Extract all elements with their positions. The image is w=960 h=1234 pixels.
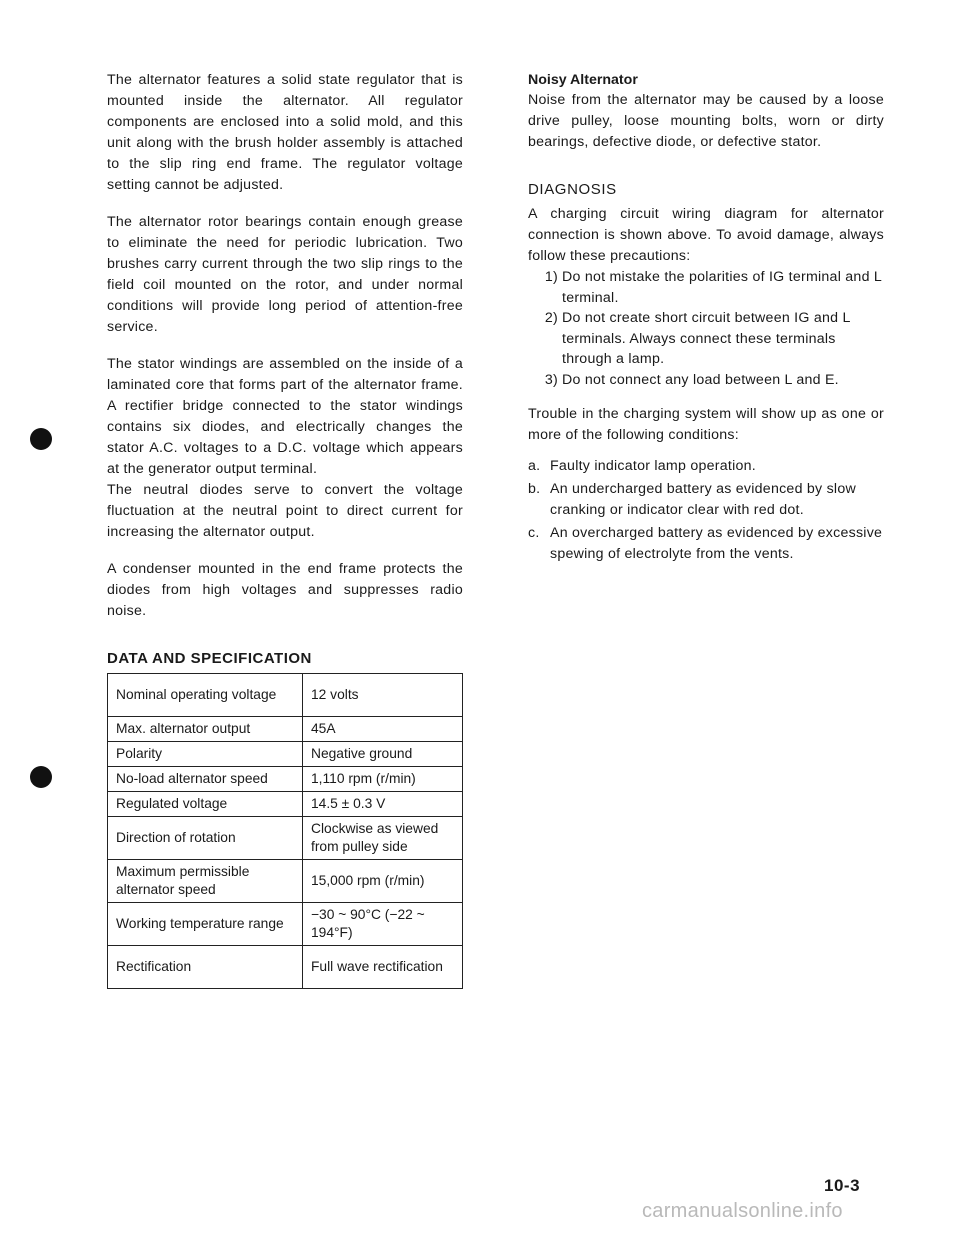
precaution-number: 3) [544,371,558,388]
spec-label: Max. alternator output [108,717,303,742]
binder-hole-upper [30,428,52,450]
precaution-text: Do not create short circuit between IG and L terminals. Always connect these terminals through a lamp. [562,310,851,367]
spec-label: Regulated voltage [108,792,303,817]
condition-text: Faulty indicator lamp operation. [550,458,756,474]
spec-value: −30 ~ 90°C (−22 ~ 194°F) [303,903,463,946]
spec-value: Clockwise as viewed from pulley side [303,817,463,860]
paragraph-regulator: The alternator features a solid state regulator that is mounted inside the alternator. All regulator components are enclosed into a solid mold, and this unit along with the brush holder assembly is attached to the slip ring end frame. The regulator voltage setting cannot be adjusted. [107,72,463,193]
paragraph-condenser: A condenser mounted in the end frame protects the diodes from high voltages and suppresses radio noise. [107,561,463,619]
condition-letter: c. [528,524,540,541]
condition-text: An overcharged battery as evidenced by excessive spewing of electrolyte from the vents. [550,524,883,562]
noisy-alternator-heading: Noisy Alternator [528,72,638,88]
list-item [528,479,884,522]
spec-heading: DATA AND SPECIFICATION [107,650,312,667]
table-row [108,742,463,767]
spec-value: Negative ground [303,742,463,767]
table-row [108,792,463,817]
conditions-list [528,456,884,566]
list-item [528,267,884,308]
table-row [108,717,463,742]
binder-hole-lower [30,766,52,788]
precaution-text: Do not mistake the polarities of IG terminal and L terminal. [562,269,882,306]
trouble-intro: Trouble in the charging system will show up as one or more of the following conditions: [528,406,884,443]
spec-label: Maximum permissible alternator speed [108,860,303,903]
list-item [528,308,884,370]
diagnosis-intro: A charging circuit wiring diagram for alternator connection is shown above. To avoid damage, always follow these precautions: [528,206,884,264]
list-item [528,523,884,566]
paragraph-neutral-diodes: The neutral diodes serve to convert the voltage fluctuation at the neutral point to direct current for increasing the alternator output. [107,482,463,540]
spec-label: Polarity [108,742,303,767]
table-row [108,817,463,860]
left-column [107,70,463,989]
list-item [528,456,884,478]
page-number: 10-3 [824,1176,861,1195]
spec-label: No-load alternator speed [108,767,303,792]
noisy-alternator-text: Noise from the alternator may be caused by a loose drive pulley, loose mounting bolts, worn or dirty bearings, defective diode, or defective stator. [528,92,884,150]
spec-label: Working temperature range [108,903,303,946]
spec-table [107,673,463,989]
spec-value: 45A [303,717,463,742]
list-item [528,370,884,391]
spec-label: Nominal operating voltage [108,674,303,717]
diagnosis-heading: DIAGNOSIS [528,181,617,198]
precautions-list [528,267,884,390]
right-column [528,70,884,567]
precaution-number: 2) [544,310,558,326]
precaution-number: 1) [544,269,558,285]
condition-letter: a. [528,458,541,474]
paragraph-stator: The stator windings are assembled on the inside of a laminated core that forms part of the alternator frame. A rectifier bridge connected to the stator windings contains six diodes, and electrically changes the stator A.C. voltages to a D.C. voltage which appears at the generator output terminal. [107,356,463,477]
spec-label: Direction of rotation [108,817,303,860]
table-row [108,767,463,792]
spec-value: 1,110 rpm (r/min) [303,767,463,792]
spec-value: 15,000 rpm (r/min) [303,860,463,903]
spec-value: 12 volts [303,674,463,717]
watermark: carmanualsonline.info [642,1200,843,1222]
spec-label: Rectification [108,946,303,989]
spec-value: 14.5 ± 0.3 V [303,792,463,817]
table-row [108,903,463,946]
spec-value: Full wave rectification [303,946,463,989]
condition-text: An undercharged battery as evidenced by slow cranking or indicator clear with red dot. [550,480,856,518]
paragraph-rotor-bearings: The alternator rotor bearings contain enough grease to eliminate the need for periodic lubrication. Two brushes carry current through the two slip rings to the field coil mounted on the rotor, and under normal conditions will provide long period of attention-free service. [107,214,463,335]
table-row [108,946,463,989]
table-row [108,860,463,903]
table-row [108,674,463,717]
precaution-text: Do not connect any load between L and E. [562,371,839,388]
condition-letter: b. [528,480,541,497]
